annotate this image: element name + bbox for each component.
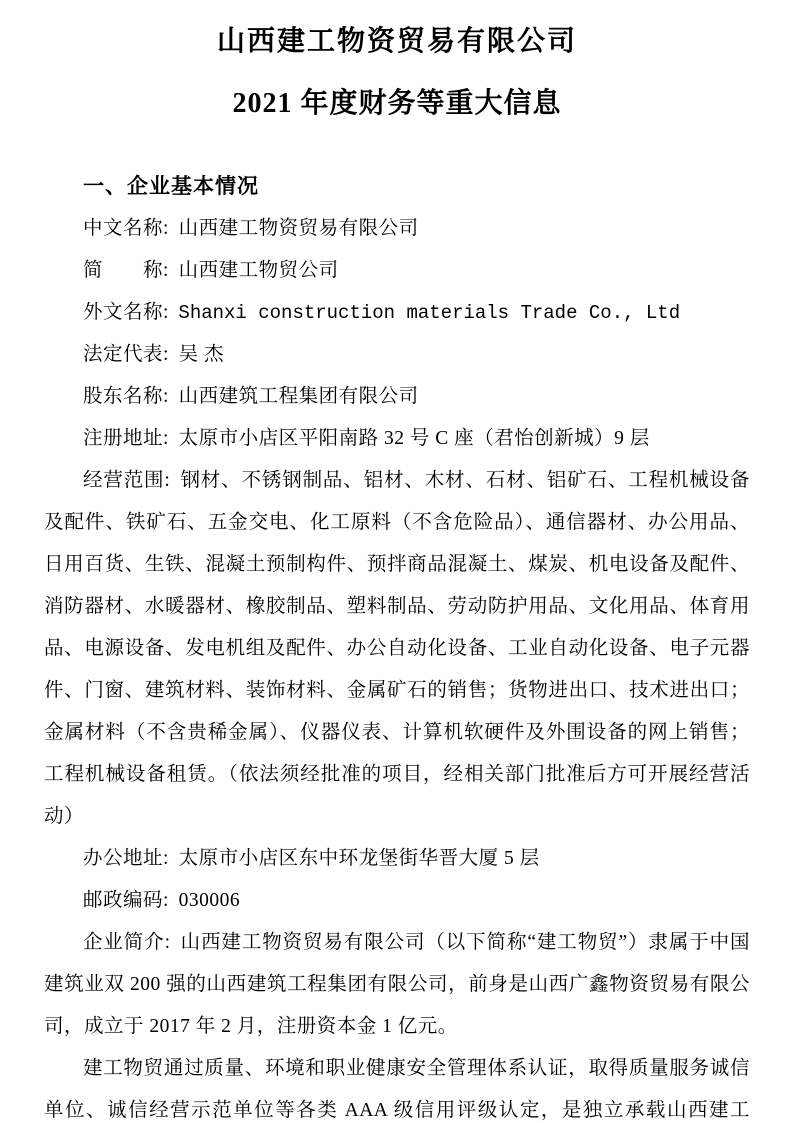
field-label: 邮政编码: (83, 890, 169, 911)
field-label: 注册地址: (83, 428, 169, 449)
field-value: 吴 杰 (178, 344, 225, 365)
field-label: 经营范围: (83, 470, 171, 491)
document-title: 山西建工物资贸易有限公司 (216, 26, 577, 57)
field-label: 企业简介: (83, 932, 171, 953)
field-label: 股东名称: (83, 386, 169, 407)
field-value: 山西建工物资贸易有限公司（以下简称“建工物贸”）隶属于中国建筑业双 200 强的山西建筑工程集团有限公司，前身是山西广鑫物资贸易有限公司，成立于 2017 年 2 月，注册资本金 1 亿元。 (44, 932, 750, 1037)
field-english-name (44, 292, 750, 334)
field-value: 太原市小店区平阳南路 32 号 C 座（君怡创新城）9 层 (178, 428, 650, 449)
company-profile-paragraph (44, 922, 750, 1048)
document-subtitle: 2021 年度财务等重大信息 (232, 88, 562, 119)
field-value: Shanxi construction materials Trade Co., Ltd (178, 302, 681, 324)
field-label: 办公地址: (83, 848, 169, 869)
field-value: 钢材、不锈钢制品、铝材、木材、石材、铝矿石、工程机械设备及配件、铁矿石、五金交电、化工原料（不含危险品）、通信器材、办公用品、日用百货、生铁、混凝土预制构件、预拌商品混凝土、煤炭、机电设备及配件、消防器材、水暖器材、橡胶制品、塑料制品、劳动防护用品、文化用品、体育用品、电源设备、发电机组及配件、办公自动化设备、工业自动化设备、电子元器件、门窗、建筑材料、装饰材料、金属矿石的销售；货物进出口、技术进出口；金属材料（不含贵稀金属）、仪器仪表、计算机软硬件及外围设备的网上销售；工程机械设备租赁。（依法须经批准的项目，经相关部门批准后方可开展经营活动） (44, 470, 750, 827)
section-heading: 一、企业基本情况 (83, 175, 259, 198)
field-registered-address (44, 418, 750, 460)
field-value: 太原市小店区东中环龙堡街华晋大厦 5 层 (178, 848, 540, 869)
field-short-name (44, 250, 750, 292)
field-label: 外文名称: (83, 302, 169, 323)
business-scope-paragraph (44, 460, 750, 838)
field-label: 法定代表: (83, 344, 169, 365)
company-profile-paragraph-2: 建工物贸通过质量、环境和职业健康安全管理体系认证，取得质量服务诚信单位、诚信经营示范单位等各类 AAA 级信用评级认定，是独立承载山西建工 (44, 1058, 750, 1121)
field-office-address (44, 838, 750, 880)
field-value: 山西建工物贸公司 (178, 260, 339, 281)
field-shareholder-name (44, 376, 750, 418)
field-label: 中文名称: (83, 218, 169, 239)
field-value: 山西建筑工程集团有限公司 (178, 386, 419, 407)
field-value: 030006 (178, 890, 241, 911)
field-label: 简 称: (83, 260, 169, 281)
field-chinese-name (44, 208, 750, 250)
field-postal-code (44, 880, 750, 922)
section-body (44, 208, 750, 1123)
field-value: 山西建工物资贸易有限公司 (178, 218, 419, 239)
field-legal-representative (44, 334, 750, 376)
